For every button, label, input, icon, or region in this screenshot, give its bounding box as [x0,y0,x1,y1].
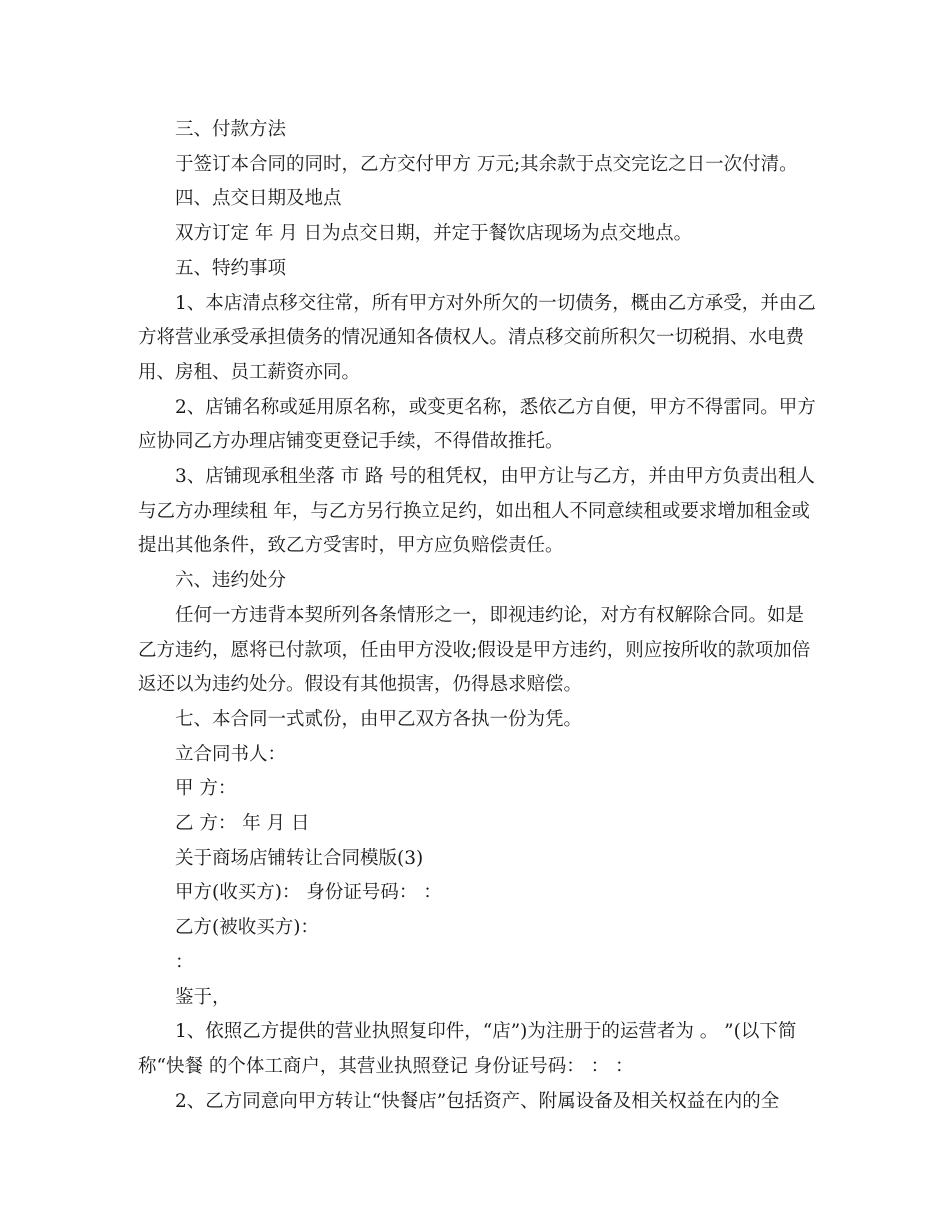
party-b-seller-line: 乙方(被收买方)： [175,917,319,939]
party-a-signature-line: 甲 方： [175,778,237,800]
paragraph-whereas-2: 2、乙方同意向甲方转让“快餐店”包括资产、附属设备及相关权益在内的全 [175,1090,780,1112]
paragraph-copies: 七、本合同一式贰份，由甲乙双方各执一份为凭。 [175,708,583,730]
paragraph-payment: 于签订本合同的同时，乙方交付甲方 万元;其余款于点交完讫之日一次付清。 [175,153,798,175]
document-subtitle: 关于商场店铺转让合同模版(3) [175,847,424,869]
party-a-buyer-line: 甲方(收买方)： 身份证号码： ： [175,882,442,904]
paragraph-whereas-1: 1、依照乙方提供的营业执照复印件，“店”)为注册于的运营者为 。 ”(以下简称“快餐 的个体工商户，其营业执照登记 身份证号码： ： ： [138,1021,797,1077]
colon-line: ： [175,951,194,973]
signatories-label: 立合同书人： [175,743,287,765]
paragraph-special-term-2: 2、店铺名称或延用原名称，或变更名称，悉依乙方自便，甲方不得雷同。甲方应协同乙方办理店铺变更登记手续，不得借故推托。 [138,396,816,453]
paragraph-handover: 双方订定 年 月 日为点交日期，并定于餐饮店现场为点交地点。 [175,223,693,245]
paragraph-breach: 任何一方违背本契所列各条情形之一，即视违约论，对方有权解除合同。如是乙方违约，愿将已付款项，任由甲方没收;假设是甲方违约，则应按所收的款项加倍返还以为违约处分。假设有其他损害，仍得恳求赔偿。 [138,604,811,696]
section-heading-payment: 三、付款方法 [175,119,287,140]
party-b-signature-line: 乙 方： 年 月 日 [175,813,310,835]
paragraph-special-term-1: 1、本店清点移交往常，所有甲方对外所欠的一切债务，概由乙方承受，并由乙方将营业承受承担债务的情况通知各债权人。清点移交前所积欠一切税捐、水电费用、房租、员工薪资亦同。 [138,292,816,383]
document-body [138,113,818,1119]
paragraph-special-term-3: 3、店铺现承租坐落 市 路 号的租凭权，由甲方让与乙方，并由甲方负责出租人与乙方办理续租 年，与乙方另行换立足约，如出租人不同意续租或要求增加租金或提出其他条件，致乙方受害时，甲方应负赔偿责任。 [138,466,815,557]
section-heading-breach: 六、违约处分 [175,570,287,592]
section-heading-handover: 四、点交日期及地点 [175,188,342,210]
section-heading-special-terms: 五、特约事项 [175,257,287,279]
whereas-label: 鉴于， [175,986,231,1008]
